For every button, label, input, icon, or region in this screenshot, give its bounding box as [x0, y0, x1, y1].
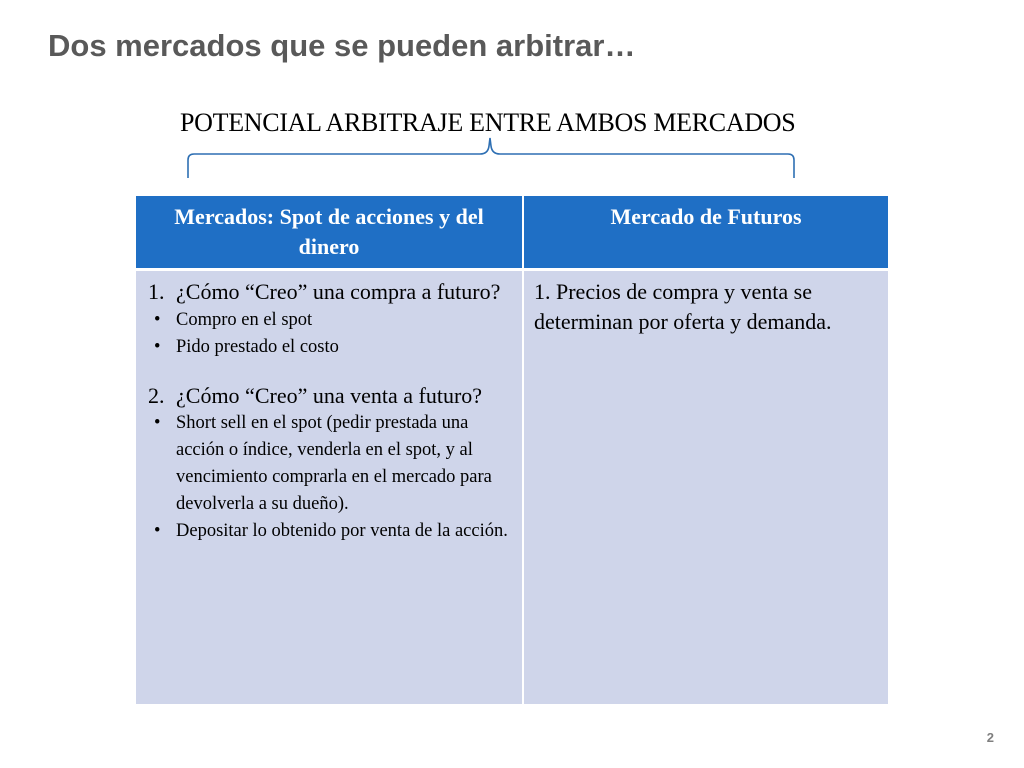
futures-description: 1. Precios de compra y venta se determinan por oferta y demanda.	[534, 279, 832, 334]
bullet-dot-icon: •	[154, 309, 161, 330]
page-number: 2	[986, 730, 994, 745]
list-item: • Compro en el spot	[146, 307, 512, 334]
item-number: 1.	[148, 279, 165, 304]
question-sell-future	[146, 381, 512, 411]
question-buy-future	[146, 277, 512, 307]
item-number: 2.	[148, 382, 165, 408]
question-text: ¿Cómo “Creo” una venta a futuro?	[176, 382, 483, 408]
list-item: • Short sell en el spot (pedir prestada una acción o índice, venderla en el spot, y al vencimiento comprarla en el mercado para devolverla a su dueño).	[146, 410, 512, 518]
header-futures-market: Mercado de Futuros	[522, 196, 888, 268]
bullet-list	[146, 307, 512, 361]
header-spot-markets: Mercados: Spot de acciones y del dinero	[136, 196, 522, 268]
list-item: • Depositar lo obtenido por venta de la acción.	[146, 518, 512, 545]
arbitrage-label: POTENCIAL ARBITRAJE ENTRE AMBOS MERCADOS	[180, 108, 796, 137]
spot-markets-cell	[136, 268, 522, 704]
slide-title: Dos mercados que se pueden arbitrar…	[48, 28, 636, 63]
bullet-dot-icon: •	[154, 521, 161, 541]
bullet-dot-icon: •	[154, 413, 161, 433]
futures-market-cell	[522, 268, 888, 704]
comparison-table	[136, 196, 888, 704]
list-item: • Pido prestado el costo	[146, 334, 512, 361]
bullet-list	[146, 410, 512, 545]
curly-brace-icon	[180, 136, 805, 180]
question-text: ¿Cómo “Creo” una compra a futuro?	[176, 279, 501, 304]
bullet-dot-icon: •	[154, 336, 161, 357]
